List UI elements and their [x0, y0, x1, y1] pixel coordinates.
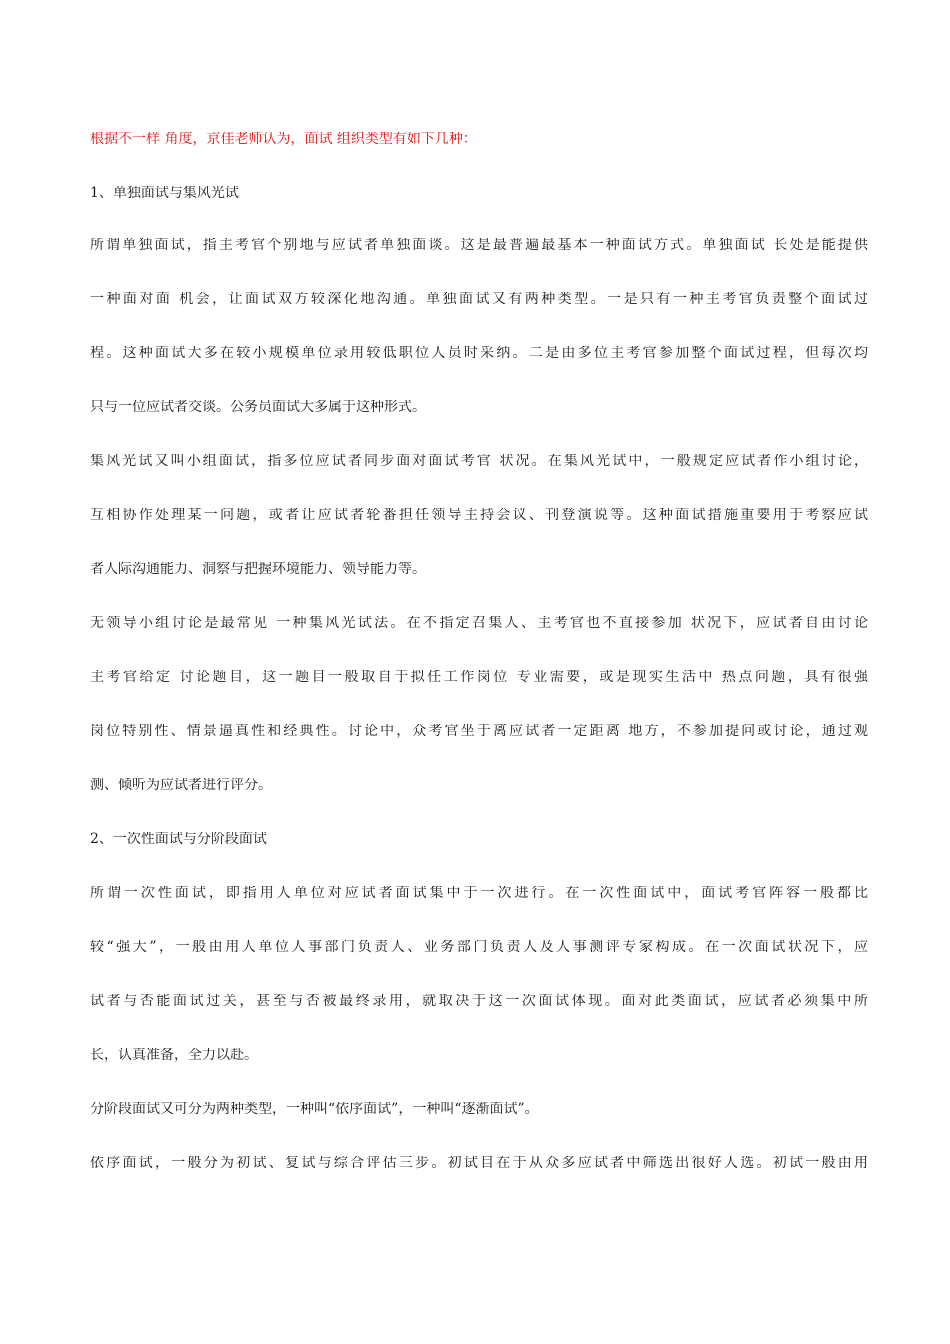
text-line: 所谓一次性面试，即指用人单位对应试者面试集中于一次进行。在一次性面试中，面试考官阵容一般都比	[90, 886, 868, 900]
text-line: 测、倾听为应试者进行评分。	[90, 778, 272, 792]
text-line: 主考官给定 讨论题目，这一题目一般取自于拟任工作岗位 专业需要，或是现实生活中 热点问题，具有很强	[90, 670, 868, 684]
text-line: 岗位特别性、情景逼真性和经典性。讨论中，众考官坐于离应试者一定距离 地方，不参加提问或讨论，通过观	[90, 724, 868, 738]
text-line: 无领导小组讨论是最常见 一种集风光试法。在不指定召集人、主考官也不直接参加 状况下，应试者自由讨论	[90, 616, 868, 630]
text-line: 长，认真准备，全力以赴。	[90, 1048, 258, 1062]
text-line: 互相协作处理某一问题，或者让应试者轮番担任领导主持会议、刊登演说等。这种面试措施重要用于考察应试	[90, 508, 868, 522]
text-line: 集风光试又叫小组面试，指多位应试者同步面对面试考官 状况。在集风光试中，一般规定应试者作小组讨论，	[90, 454, 868, 468]
text-line: 1、单独面试与集风光试	[90, 186, 239, 200]
text-line: 较“强大”，一般由用人单位人事部门负责人、业务部门负责人及人事测评专家构成。在一次面试状况下，应	[90, 940, 868, 954]
intro-line: 根据不一样 角度，京佳老师认为，面试 组织类型有如下几种：	[90, 132, 477, 146]
text-line: 程。这种面试大多在较小规模单位录用较低职位人员时采纳。二是由多位主考官参加整个面试过程，但每次均	[90, 346, 868, 360]
text-line: 一种面对面 机会，让面试双方较深化地沟通。单独面试又有两种类型。一是只有一种主考官负责整个面试过	[90, 292, 868, 306]
text-line: 者人际沟通能力、洞察与把握环境能力、领导能力等。	[90, 562, 426, 576]
text-line: 依序面试，一般分为初试、复试与综合评估三步。初试目在于从众多应试者中筛选出很好人选。初试一般由用	[90, 1156, 868, 1170]
text-line: 试者与否能面试过关，甚至与否被最终录用，就取决于这一次面试体现。面对此类面试，应试者必须集中所	[90, 994, 868, 1008]
text-line: 2、一次性面试与分阶段面试	[90, 832, 267, 846]
text-line: 只与一位应试者交谈。公务员面试大多属于这种形式。	[90, 400, 426, 414]
text-line: 所谓单独面试，指主考官个别地与应试者单独面谈。这是最普遍最基本一种面试方式。单独面试 长处是能提供	[90, 238, 868, 252]
text-line: 分阶段面试又可分为两种类型，一种叫“依序面试”，一种叫“逐渐面试”。	[90, 1102, 539, 1116]
